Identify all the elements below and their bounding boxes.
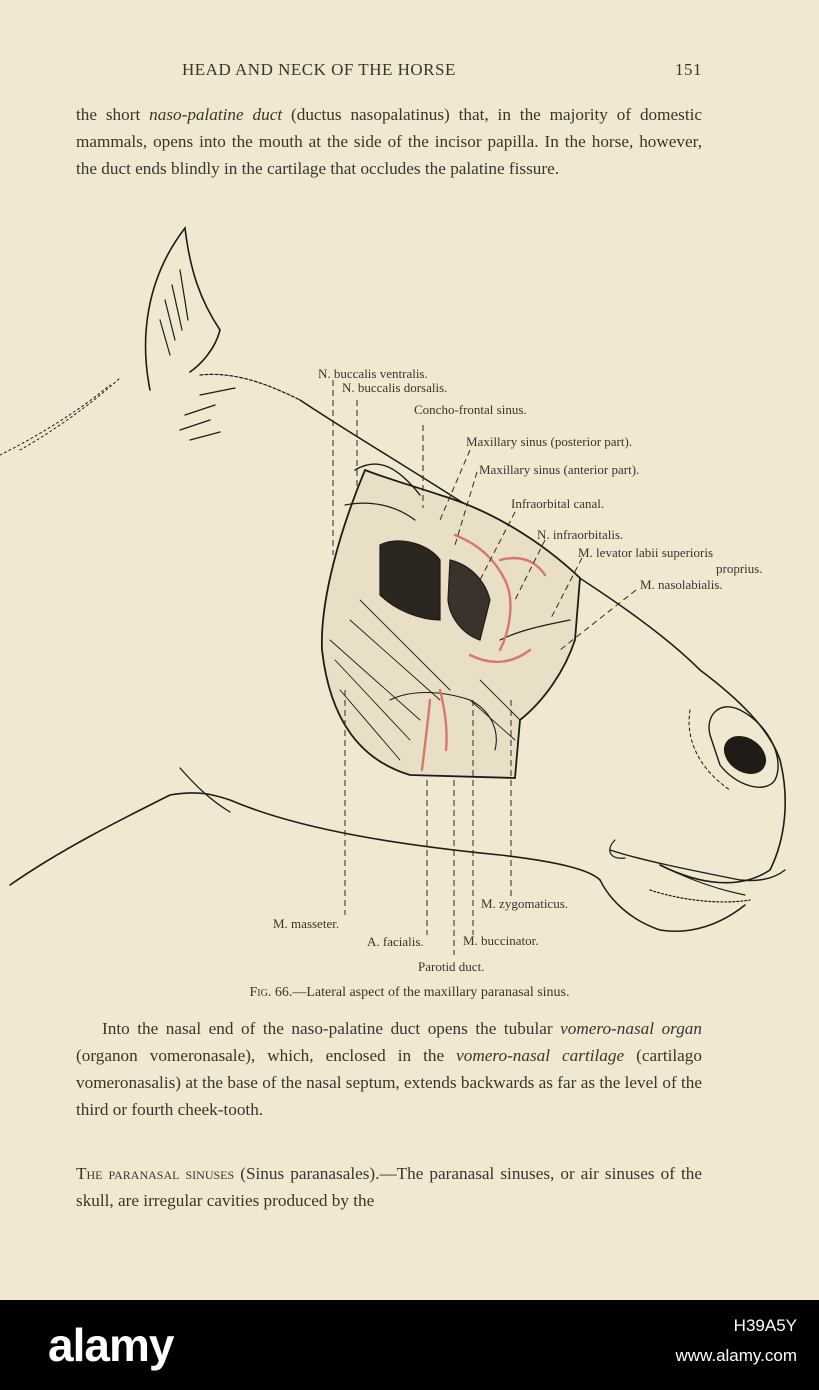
text-run: (cartilago vomeronasalis) at the base of the nasal septum, extends backwards as far as the level of the third or fourth cheek-tooth. [76, 1046, 702, 1119]
italic-term: vomero-nasal cartilage [456, 1046, 625, 1065]
running-head [76, 60, 702, 84]
label-infraorbital-canal: Infraorbital canal. [511, 496, 605, 511]
label-m-levator-labii: M. levator labii superioris [578, 545, 714, 560]
ear-outline [146, 228, 220, 390]
label-a-facialis: A. facialis. [367, 934, 424, 949]
watermark-image-id: H39A5Y [733, 1316, 797, 1335]
label-n-buccalis-dorsalis: N. buccalis dorsalis. [342, 380, 448, 395]
text-run: (Sinus paranasales).—The paranasal sinuses, or air sinuses of the skull, are irregular cavities produced by the [76, 1164, 702, 1210]
watermark-brand: alamy [48, 1319, 174, 1371]
paragraph-paranasal-sinuses [76, 1160, 702, 1214]
watermark-url: www.alamy.com [675, 1346, 797, 1365]
label-m-zygomaticus: M. zygomaticus. [481, 896, 569, 911]
text-run: the short [76, 105, 150, 124]
label-parotid-duct: Parotid duct. [418, 959, 485, 974]
text-run: Into the nasal end of the naso-palatine duct opens the tubular [102, 1019, 561, 1038]
dissection-window [322, 470, 580, 778]
text-run: (ductus nasopalatinus) that, in the majority of domestic mammals, opens into the mouth at the side of the incisor papilla. In the horse, however, the duct ends blindly in the cartilage that occludes the palatine fissure. [76, 105, 703, 178]
figure-66 [0, 222, 819, 982]
paragraph-naso-palatine [76, 101, 702, 182]
label-m-levator-labii-proprius: proprius. [716, 561, 763, 576]
running-title: HEAD AND NECK OF THE HORSE [182, 60, 456, 79]
figure-caption [0, 985, 819, 1001]
label-maxillary-sinus-posterior: Maxillary sinus (posterior part). [466, 434, 633, 449]
italic-term: vomero-nasal organ [560, 1019, 702, 1038]
label-concho-frontal-sinus: Concho-frontal sinus. [414, 402, 527, 417]
label-m-nasolabialis: M. nasolabialis. [640, 577, 723, 592]
italic-term: naso-palatine duct [149, 105, 283, 124]
label-n-infraorbitalis: N. infraorbitalis. [537, 527, 624, 542]
caption-figure-number: Fig. 66. [249, 985, 293, 1000]
label-m-masseter: M. masseter. [273, 916, 340, 931]
label-m-buccinator: M. buccinator. [463, 933, 539, 948]
stock-watermark-bar [0, 1300, 819, 1390]
text-run: (organon vomeronasale), which, enclosed in the [76, 1046, 457, 1065]
page-number: 151 [675, 60, 702, 79]
section-heading: The paranasal sinuses [76, 1164, 235, 1183]
label-n-buccalis-ventralis: N. buccalis ventralis. [318, 366, 428, 381]
caption-text: —Lateral aspect of the maxillary paranasal sinus. [292, 985, 570, 1000]
horse-head-illustration [0, 222, 819, 982]
paragraph-vomero-nasal [76, 1015, 702, 1123]
label-maxillary-sinus-anterior: Maxillary sinus (anterior part). [479, 462, 640, 477]
